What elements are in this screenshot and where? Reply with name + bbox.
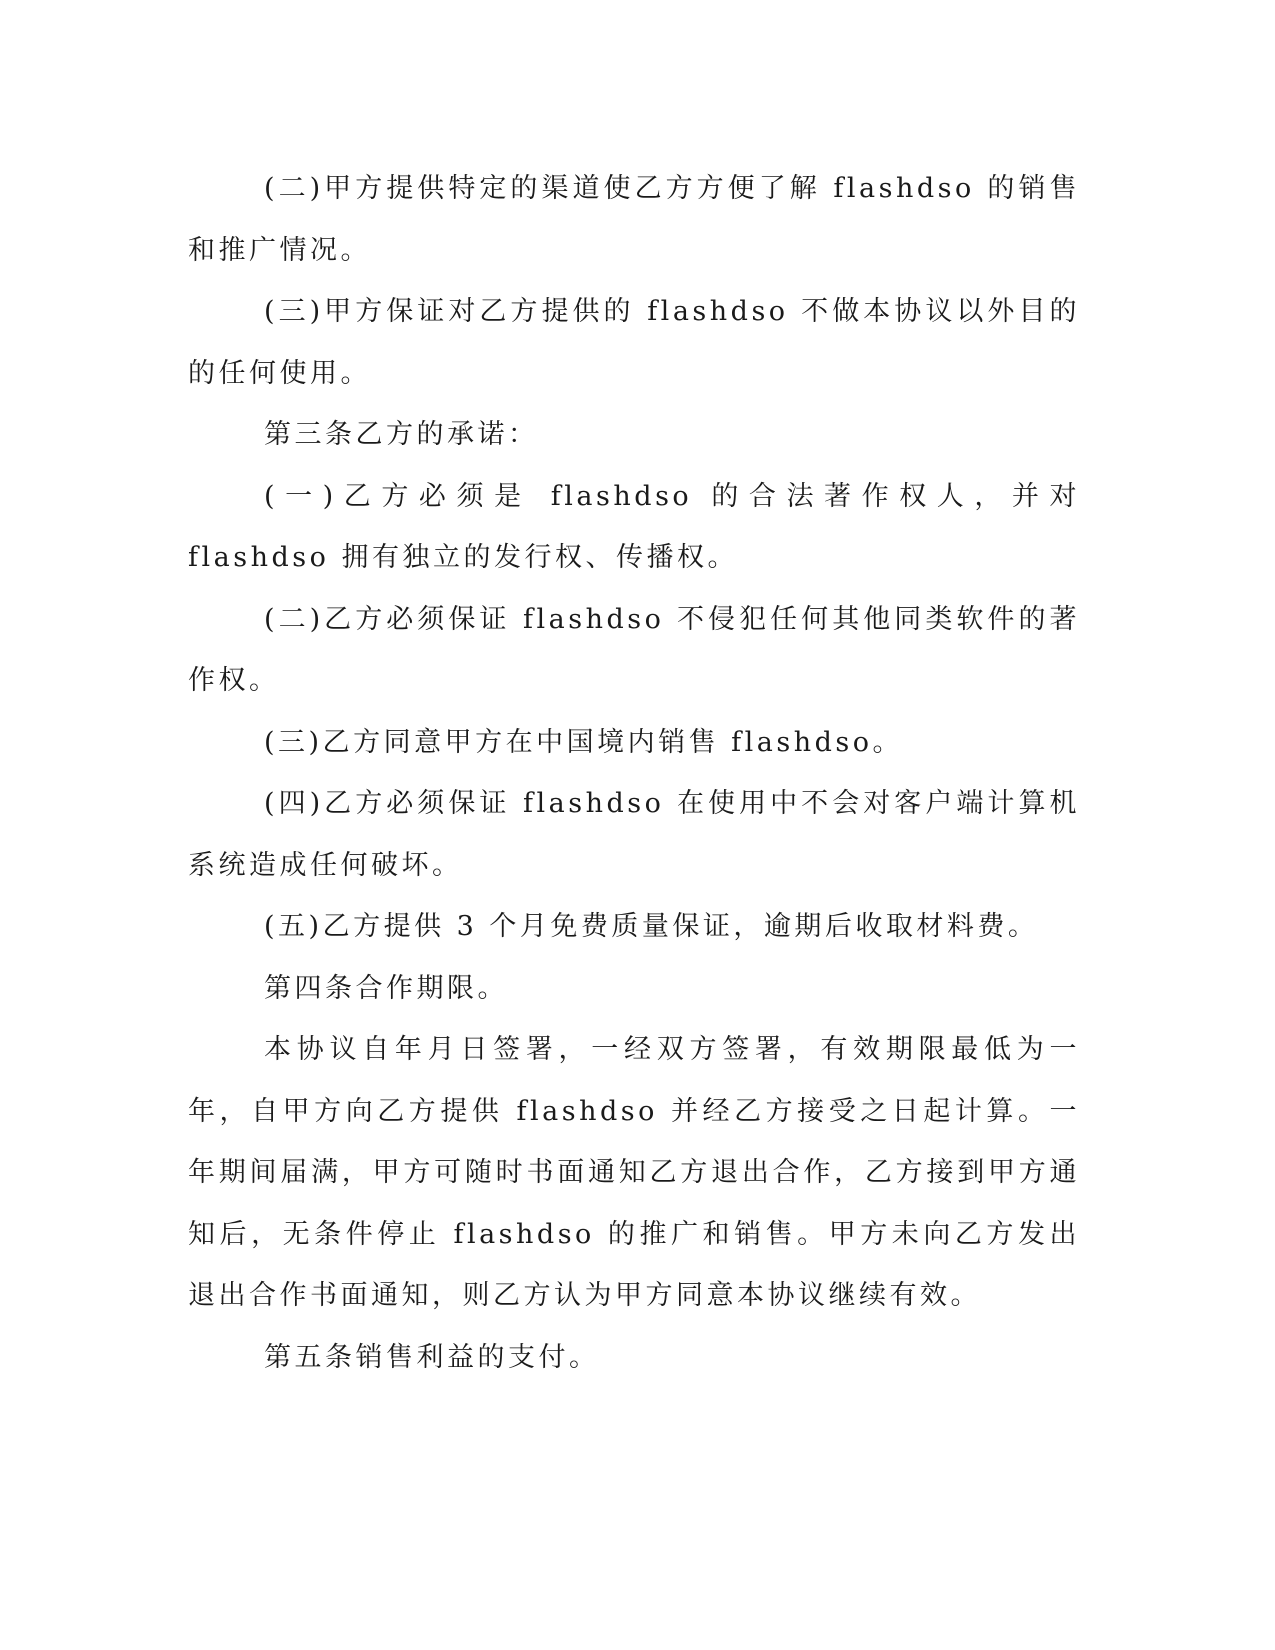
article-4-heading: 第四条合作期限。 [264, 972, 508, 1004]
paragraph-clause-3-4: (四)乙方必须保证 flashdso 在使用中不会对客户端计算机系统造成任何破坏。 [188, 788, 1080, 881]
paragraph-clause-3-2: (二)乙方必须保证 flashdso 不侵犯任何其他同类软件的著作权。 [188, 603, 1080, 696]
paragraph-clause-2-3: (三)甲方保证对乙方提供的 flashdso 不做本协议以外目的的任何使用。 [188, 296, 1080, 389]
paragraph-clause-3-1: (一)乙方必须是 flashdso 的合法著作权人，并对 flashdso 拥有独立的发行权、传播权。 [188, 480, 1080, 573]
paragraph-clause-3-5: (五)乙方提供 3 个月免费质量保证，逾期后收取材料费。 [264, 911, 1039, 942]
article-5-heading: 第五条销售利益的支付。 [264, 1341, 600, 1373]
document-body [188, 158, 1080, 1388]
paragraph-clause-3-3: (三)乙方同意甲方在中国境内销售 flashdso。 [264, 726, 904, 758]
paragraph-article-4-body: 本协议自年月日签署，一经双方签署，有效期限最低为一年，自甲方向乙方提供 flashdso 并经乙方接受之日起计算。一年期间届满，甲方可随时书面通知乙方退出合作，乙方接到甲方通知后，无条件停止 flashdso 的推广和销售。甲方未向乙方发出退出合作书面通知，则乙方认为甲方同意本协议继续有效。 [188, 1034, 1080, 1311]
article-3-heading: 第三条乙方的承诺： [264, 419, 539, 450]
paragraph-clause-2-2: (二)甲方提供特定的渠道使乙方方便了解 flashdso 的销售和推广情况。 [188, 173, 1080, 266]
